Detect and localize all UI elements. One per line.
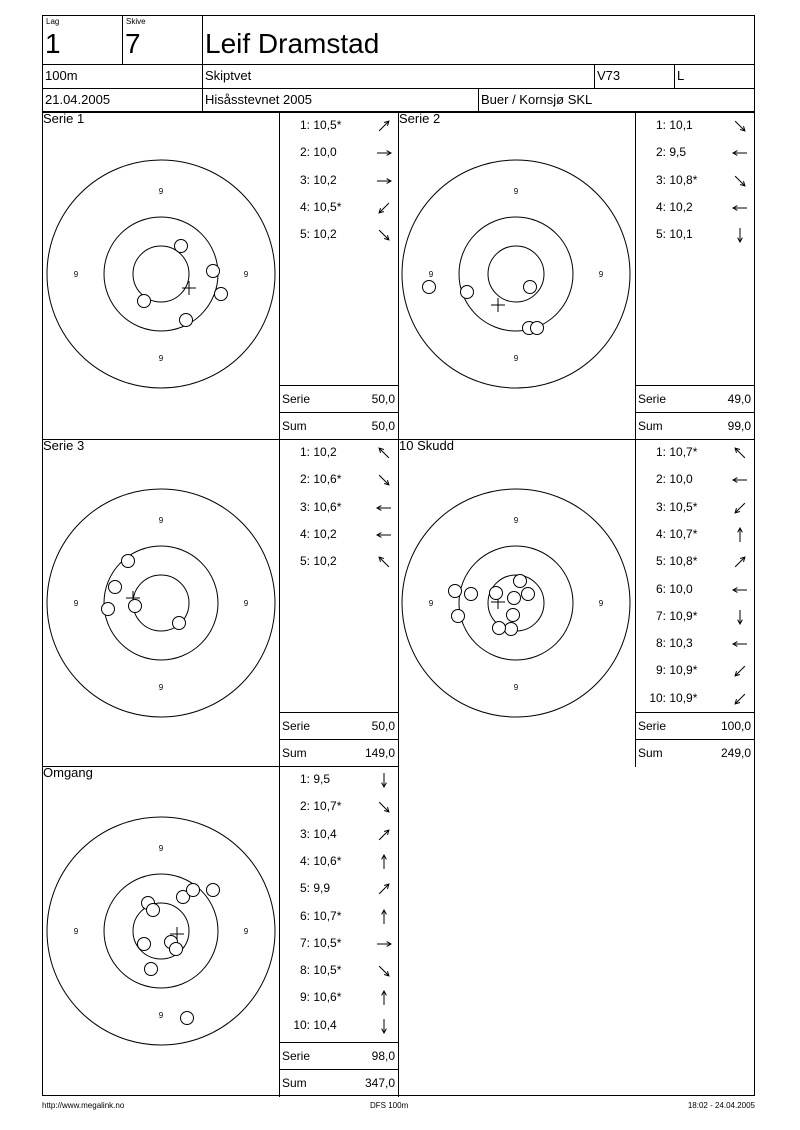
shot-row (280, 772, 398, 790)
shot-number: 4: (299, 199, 310, 214)
shot-value: 10,9* (669, 690, 698, 705)
direction-arrow-icon (376, 500, 392, 516)
direction-arrow-icon (732, 445, 748, 461)
svg-text:9: 9 (598, 599, 604, 608)
shot-list (279, 113, 399, 440)
series-panel (42, 766, 398, 1096)
shot-row (280, 1018, 398, 1036)
footer-url: http://www.megalink.no (42, 1101, 125, 1110)
shot-row (636, 691, 754, 709)
serie-value: 98,0 (371, 1049, 395, 1063)
shot-number: 4: (299, 853, 310, 868)
footer-timestamp: 18:02 - 24.04.2005 (687, 1101, 755, 1110)
panel-title: Serie 2 (399, 111, 441, 126)
direction-arrow-icon (732, 472, 748, 488)
skive-cell (122, 15, 202, 64)
club: Skiptvet (205, 68, 252, 83)
distance: 100m (45, 68, 78, 83)
shot-value: 10,0 (669, 581, 693, 596)
sum-total-row (280, 739, 398, 766)
date-cell (42, 88, 202, 112)
shot-value: 10,6* (313, 990, 342, 1005)
shot-value: 10,2 (313, 445, 337, 459)
svg-text:9: 9 (158, 354, 164, 363)
panel-title: Omgang (43, 765, 93, 780)
location-cell (478, 88, 755, 112)
svg-text:9: 9 (158, 844, 164, 853)
shot-number: 2: (299, 145, 310, 160)
shot-value: 10,7* (313, 908, 342, 923)
shot-row (636, 582, 754, 600)
shot-row (280, 118, 398, 136)
shot-row (636, 472, 754, 490)
direction-arrow-icon (732, 527, 748, 543)
shot-number: 3: (655, 172, 666, 187)
shot-row (636, 663, 754, 681)
sum-label: Sum (638, 746, 663, 760)
direction-arrow-icon (732, 227, 748, 243)
shot-row (280, 554, 398, 572)
svg-text:9: 9 (158, 187, 164, 196)
shot-number: 3: (655, 499, 666, 514)
direction-arrow-icon (732, 118, 748, 134)
shooter-name: Leif Dramstad (205, 28, 380, 59)
lag-label: Lag (46, 17, 60, 26)
serie-value: 50,0 (371, 719, 395, 733)
shot-value: 10,2 (313, 172, 337, 187)
sum-total-row (280, 412, 398, 439)
direction-arrow-icon (732, 691, 748, 707)
class-cell (674, 64, 755, 88)
shot-row (280, 936, 398, 954)
shot-number: 1: (655, 445, 666, 459)
shot-row (636, 200, 754, 218)
svg-text:9: 9 (158, 1011, 164, 1020)
serie-label: Serie (638, 719, 667, 733)
shot-value: 10,7* (669, 445, 698, 459)
footer-program: DFS 100m (370, 1101, 409, 1110)
direction-arrow-icon (732, 145, 748, 161)
shot-row (280, 990, 398, 1008)
svg-text:9: 9 (513, 683, 519, 692)
shot-list (279, 440, 399, 767)
shot-number: 7: (299, 935, 310, 950)
direction-arrow-icon (376, 936, 392, 952)
shot-row (280, 799, 398, 817)
shot-list (279, 767, 399, 1097)
shot-number: 2: (299, 799, 310, 814)
shot-number: 4: (655, 526, 666, 541)
shot-value: 10,1 (669, 118, 693, 132)
serie-value: 49,0 (727, 392, 751, 406)
shot-number: 5: (655, 554, 666, 569)
direction-arrow-icon (732, 636, 748, 652)
serie-total-row (636, 712, 754, 739)
direction-arrow-icon (376, 527, 392, 543)
target-diagram (398, 485, 634, 721)
sum-total-row (636, 412, 754, 439)
date: 21.04.2005 (45, 92, 111, 107)
serie-value: 50,0 (371, 392, 395, 406)
series-panel (42, 112, 398, 439)
shot-row (636, 609, 754, 627)
shot-row (280, 854, 398, 872)
direction-arrow-icon (732, 200, 748, 216)
svg-text:9: 9 (73, 927, 79, 936)
serie-total-row (280, 385, 398, 412)
direction-arrow-icon (376, 854, 392, 870)
shot-list (635, 440, 755, 767)
svg-text:9: 9 (158, 683, 164, 692)
shot-value: 10,7* (313, 799, 342, 814)
shot-value: 9,5 (313, 772, 331, 786)
shot-row (280, 827, 398, 845)
shot-number: 4: (655, 199, 666, 214)
shot-row (280, 963, 398, 981)
shot-row (280, 881, 398, 899)
panel-title: Serie 3 (43, 438, 85, 453)
shot-number: 1: (299, 772, 310, 786)
shot-value: 10,0 (669, 472, 693, 487)
shot-value: 10,5* (313, 199, 342, 214)
event: Hisåsstevnet 2005 (205, 92, 312, 107)
shot-number: 7: (655, 608, 666, 623)
shot-value: 9,9 (313, 881, 331, 896)
lag-cell (42, 15, 122, 64)
shot-row (636, 554, 754, 572)
shot-number: 2: (655, 472, 666, 487)
shot-value: 10,8* (669, 172, 698, 187)
shot-value: 10,5* (669, 499, 698, 514)
location: Buer / Kornsjø SKL (481, 92, 593, 107)
serie-total-row (280, 712, 398, 739)
svg-text:9: 9 (513, 187, 519, 196)
serie-label: Serie (282, 719, 311, 733)
direction-arrow-icon (376, 963, 392, 979)
sum-value: 50,0 (371, 419, 395, 433)
shot-row (636, 227, 754, 245)
svg-text:9: 9 (598, 270, 604, 279)
shot-row (280, 445, 398, 463)
direction-arrow-icon (376, 990, 392, 1006)
shot-value: 10,5* (313, 935, 342, 950)
direction-arrow-icon (376, 772, 392, 788)
direction-arrow-icon (376, 554, 392, 570)
shot-number: 10: (649, 690, 666, 705)
shot-number: 5: (299, 881, 310, 896)
weapon-cell (594, 64, 674, 88)
target-diagram (43, 813, 279, 1049)
shot-row (636, 118, 754, 136)
club-cell (202, 64, 594, 88)
shot-list (635, 113, 755, 440)
svg-text:9: 9 (158, 516, 164, 525)
shot-row (636, 500, 754, 518)
shot-number: 6: (299, 908, 310, 923)
sum-total-row (280, 1069, 398, 1096)
direction-arrow-icon (376, 909, 392, 925)
shot-value: 10,6* (313, 853, 342, 868)
sum-total-row (636, 739, 754, 766)
shot-number: 5: (299, 554, 310, 569)
shot-number: 9: (655, 663, 666, 678)
target-diagram (43, 156, 279, 392)
sum-value: 99,0 (727, 419, 751, 433)
shot-value: 10,2 (313, 526, 337, 541)
direction-arrow-icon (376, 445, 392, 461)
shot-number: 9: (299, 990, 310, 1005)
panel-title: Serie 1 (43, 111, 85, 126)
sum-label: Sum (282, 419, 307, 433)
series-panel (398, 439, 754, 766)
serie-label: Serie (282, 392, 311, 406)
serie-total-row (636, 385, 754, 412)
shot-value: 10,1 (669, 227, 693, 242)
shooter-name-cell (202, 15, 755, 64)
sum-label: Sum (282, 746, 307, 760)
direction-arrow-icon (732, 582, 748, 598)
class: L (677, 68, 685, 83)
shot-row (636, 527, 754, 545)
direction-arrow-icon (376, 881, 392, 897)
svg-text:9: 9 (73, 599, 79, 608)
shot-value: 10,9* (669, 663, 698, 678)
direction-arrow-icon (376, 118, 392, 134)
shot-row (636, 173, 754, 191)
shot-number: 1: (299, 118, 310, 132)
target-diagram (43, 485, 279, 721)
svg-text:9: 9 (428, 599, 434, 608)
shot-value: 10,6* (313, 499, 342, 514)
distance-cell (42, 64, 202, 88)
shot-value: 10,4 (313, 1017, 337, 1032)
shot-row (280, 173, 398, 191)
shot-value: 10,6* (313, 472, 342, 487)
svg-text:9: 9 (243, 927, 249, 936)
shot-row (280, 227, 398, 245)
shot-value: 10,2 (313, 227, 337, 242)
shot-number: 5: (655, 227, 666, 242)
shot-value: 10,7* (669, 526, 698, 541)
target-diagram (398, 156, 634, 392)
serie-value: 100,0 (720, 719, 751, 733)
shot-number: 3: (299, 499, 310, 514)
skive-value: 7 (125, 28, 141, 59)
svg-text:9: 9 (243, 270, 249, 279)
panel-title: 10 Skudd (399, 438, 454, 453)
shot-number: 3: (299, 172, 310, 187)
shot-value: 10,0 (313, 145, 337, 160)
direction-arrow-icon (376, 227, 392, 243)
sum-value: 347,0 (364, 1076, 395, 1090)
serie-label: Serie (638, 392, 667, 406)
shot-number: 4: (299, 526, 310, 541)
shot-number: 2: (299, 472, 310, 487)
serie-label: Serie (282, 1049, 311, 1063)
event-cell (202, 88, 478, 112)
shot-value: 10,2 (313, 554, 337, 569)
shot-value: 10,5* (313, 963, 342, 978)
direction-arrow-icon (732, 554, 748, 570)
shot-number: 1: (299, 445, 310, 459)
svg-text:9: 9 (428, 270, 434, 279)
shot-value: 10,8* (669, 554, 698, 569)
shot-row (280, 500, 398, 518)
shot-number: 8: (299, 963, 310, 978)
series-panel (42, 439, 398, 766)
direction-arrow-icon (376, 799, 392, 815)
svg-text:9: 9 (73, 270, 79, 279)
sum-label: Sum (282, 1076, 307, 1090)
shot-row (280, 527, 398, 545)
direction-arrow-icon (732, 609, 748, 625)
sum-value: 249,0 (720, 746, 751, 760)
shot-row (636, 145, 754, 163)
shot-value: 10,3 (669, 636, 693, 651)
serie-total-row (280, 1042, 398, 1069)
svg-text:9: 9 (243, 599, 249, 608)
shot-number: 2: (655, 145, 666, 160)
sum-value: 149,0 (364, 746, 395, 760)
svg-text:9: 9 (513, 354, 519, 363)
shot-value: 9,5 (669, 145, 687, 160)
series-panel (398, 112, 754, 439)
shot-value: 10,2 (669, 199, 693, 214)
shot-row (280, 472, 398, 490)
direction-arrow-icon (732, 663, 748, 679)
shot-row (636, 636, 754, 654)
direction-arrow-icon (376, 827, 392, 843)
direction-arrow-icon (732, 500, 748, 516)
direction-arrow-icon (376, 472, 392, 488)
shot-value: 10,5* (313, 118, 342, 132)
direction-arrow-icon (732, 173, 748, 189)
shot-number: 5: (299, 227, 310, 242)
sum-label: Sum (638, 419, 663, 433)
lag-value: 1 (45, 28, 61, 59)
skive-label: Skive (126, 17, 146, 26)
svg-text:9: 9 (513, 516, 519, 525)
shot-value: 10,4 (313, 826, 337, 841)
direction-arrow-icon (376, 1018, 392, 1034)
shot-row (280, 909, 398, 927)
shot-row (280, 145, 398, 163)
shot-number: 8: (655, 636, 666, 651)
direction-arrow-icon (376, 200, 392, 216)
shot-number: 1: (655, 118, 666, 132)
shot-row (636, 445, 754, 463)
shot-number: 10: (293, 1017, 310, 1032)
shot-value: 10,9* (669, 608, 698, 623)
direction-arrow-icon (376, 145, 392, 161)
shot-row (280, 200, 398, 218)
weapon: V73 (597, 68, 621, 83)
direction-arrow-icon (376, 173, 392, 189)
shot-number: 6: (655, 581, 666, 596)
shot-number: 3: (299, 826, 310, 841)
